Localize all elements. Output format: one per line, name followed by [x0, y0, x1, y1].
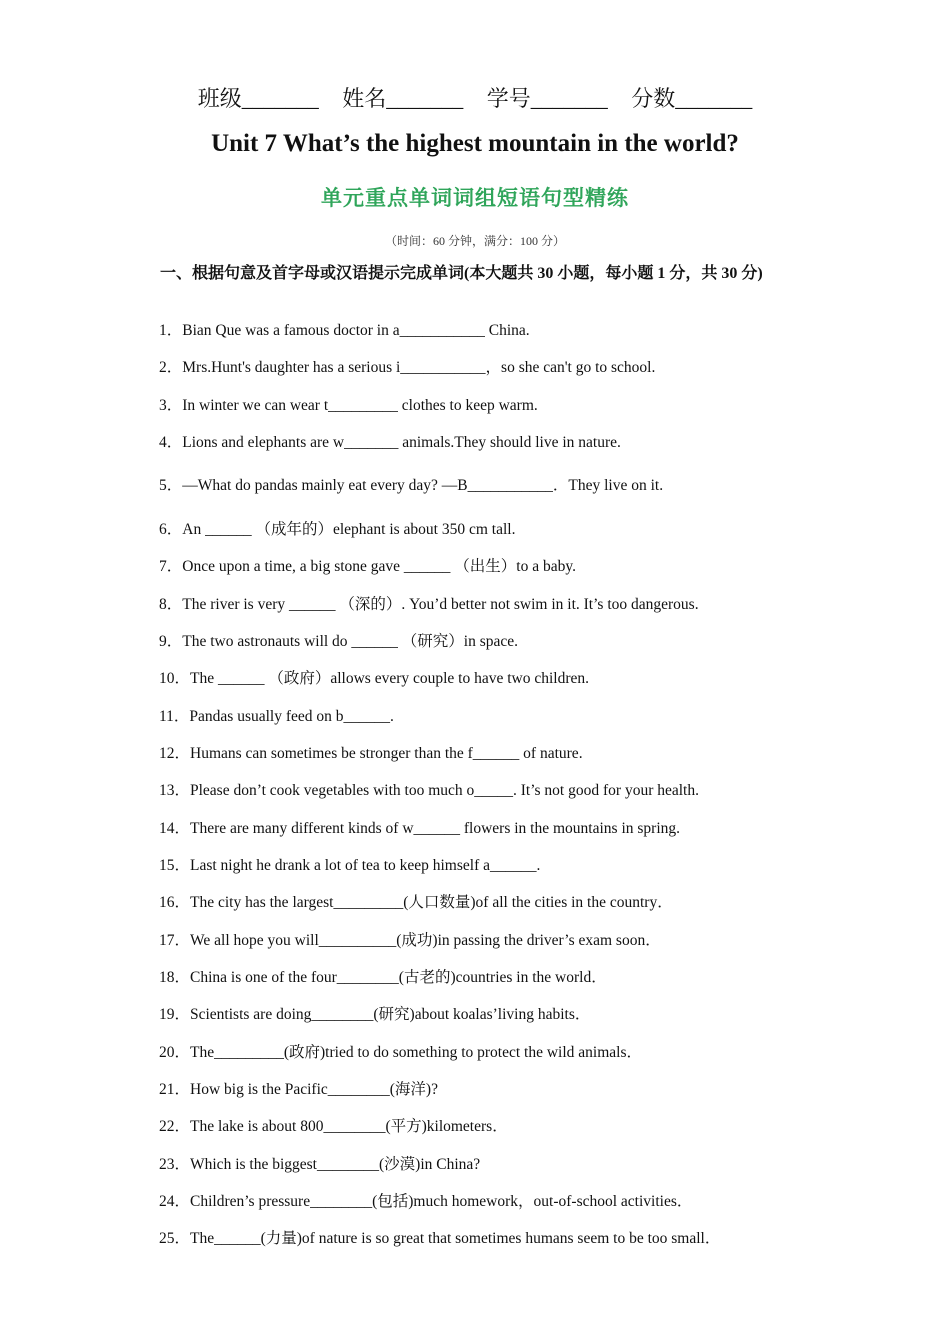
question-item: 25．The______(力量)of nature is so great that sometimes humans seem to be too small． [159, 1230, 721, 1247]
question-item: 22．The lake is about 800________(平方)kilometers． [159, 1118, 508, 1135]
score-field: 分数_______ [631, 86, 753, 111]
question-item: 23．Which is the biggest________(沙漠)in China? [159, 1156, 481, 1173]
question-item: 5．—What do pandas mainly eat every day? —B___________．They live on it. [159, 477, 664, 494]
question-item: 1．Bian Que was a famous doctor in a___________ China. [159, 322, 530, 339]
page-title: Unit 7 What’s the highest mountain in the world? [211, 130, 739, 157]
student-info-header [0, 82, 950, 113]
time-note: （时间：60 分钟，满分：100 分） [384, 234, 565, 248]
question-item: 2．Mrs.Hunt's daughter has a serious i___________，so she can't go to school. [159, 359, 656, 376]
section-heading: 一、根据句意及首字母或汉语提示完成单词(本大题共 30 小题，每小题 1 分，共 30 分) [160, 265, 763, 282]
class-field: 班级_______ [197, 86, 319, 111]
question-item: 18．China is one of the four________(古老的)countries in the world． [159, 969, 607, 986]
question-item: 7．Once upon a time, a big stone gave ______ （出生）to a baby. [159, 558, 576, 575]
question-item: 15．Last night he drank a lot of tea to keep himself a______. [159, 857, 541, 874]
question-item: 9．The two astronauts will do ______ （研究）in space. [159, 633, 519, 650]
question-item: 11．Pandas usually feed on b______. [159, 708, 394, 725]
question-item: 21．How big is the Pacific________(海洋)? [159, 1081, 438, 1098]
question-item: 20．The_________(政府)tried to do something to protect the wild animals． [159, 1044, 643, 1061]
question-item: 8．The river is very ______ （深的）. You’d better not swim in it. It’s too dangerous. [159, 596, 699, 613]
question-item: 16．The city has the largest_________(人口数量)of all the cities in the country． [159, 894, 673, 911]
question-item: 24．Children’s pressure________(包括)much homework，out-of-school activities． [159, 1193, 693, 1210]
question-item: 6．An ______ （成年的）elephant is about 350 cm tall. [159, 521, 516, 538]
question-item: 10．The ______ （政府）allows every couple to have two children. [159, 670, 590, 687]
question-item: 19．Scientists are doing________(研究)about koalas’living habits． [159, 1006, 591, 1023]
question-item: 14．There are many different kinds of w______ flowers in the mountains in spring. [159, 820, 681, 837]
question-item: 17．We all hope you will__________(成功)in passing the driver’s exam soon． [159, 932, 661, 949]
question-item: 12．Humans can sometimes be stronger than the f______ of nature. [159, 745, 583, 762]
question-item: 3．In winter we can wear t_________ clothes to keep warm. [159, 397, 538, 414]
question-item: 13．Please don’t cook vegetables with too much o_____. It’s not good for your health. [159, 782, 699, 799]
question-item: 4．Lions and elephants are w_______ animals.They should live in nature. [159, 434, 621, 451]
student-number-field: 学号_______ [486, 86, 608, 111]
name-field: 姓名_______ [342, 86, 464, 111]
page-subtitle: 单元重点单词词组短语句型精练 [321, 186, 629, 210]
